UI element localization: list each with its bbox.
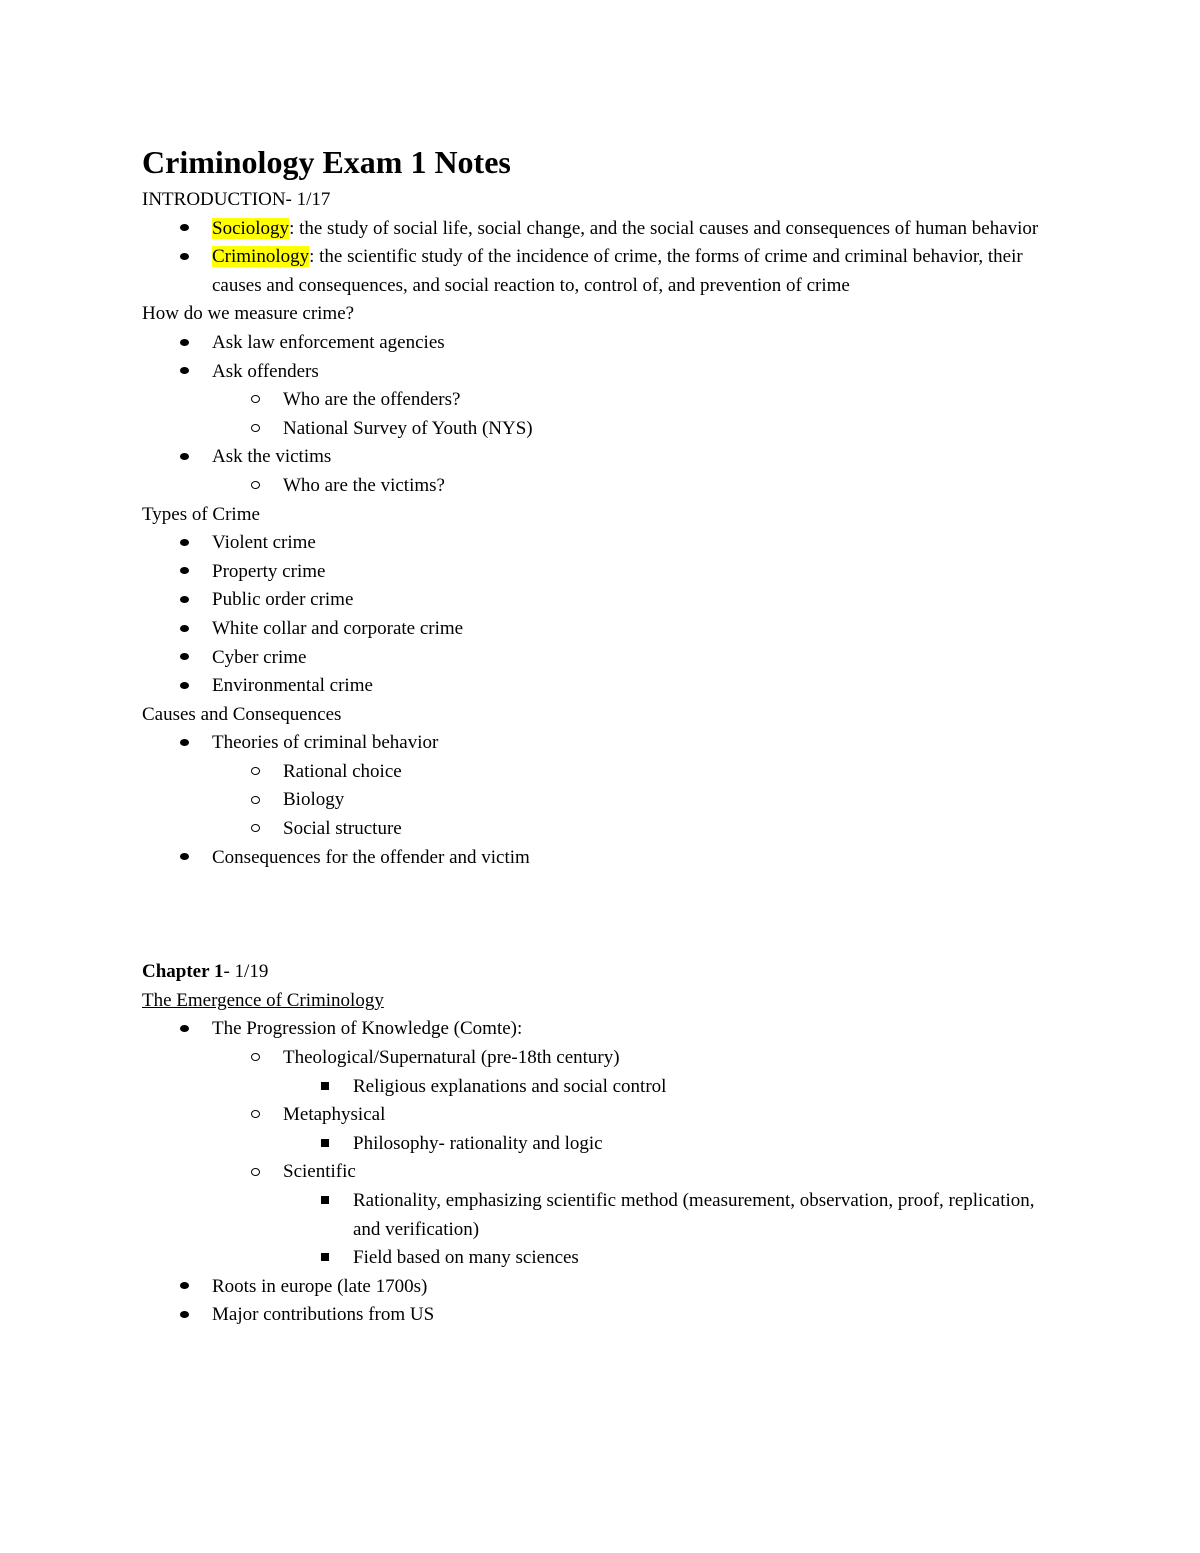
bullet-circle-icon	[245, 1101, 265, 1130]
list-item	[142, 1073, 1042, 1102]
definition-text: : the scientific study of the incidence of crime, the forms of crime and criminal behavior, their causes and consequences, and social reaction to, control of, and prevention of crime	[212, 246, 1023, 296]
list-item	[142, 1015, 1042, 1044]
list-item	[142, 1244, 1042, 1273]
list-item	[142, 329, 1042, 358]
list-item	[142, 1101, 1042, 1130]
list-item	[142, 1130, 1042, 1159]
highlighted-term: Sociology	[212, 217, 290, 239]
list-item-text: Field based on many sciences	[353, 1247, 579, 1269]
chapter-subheading: The Emergence of Criminology	[142, 989, 384, 1011]
list-item-text: Scientific	[283, 1161, 356, 1183]
list-item	[142, 586, 1042, 615]
chapter-heading	[142, 958, 1042, 987]
bullet-disc-icon	[174, 672, 194, 701]
list-item-text: Who are the victims?	[283, 474, 445, 496]
list-item-text: Religious explanations and social control	[353, 1075, 667, 1097]
bullet-circle-icon	[245, 472, 265, 501]
intro-heading: INTRODUCTION- 1/17	[142, 189, 331, 210]
list-item-text: White collar and corporate crime	[212, 617, 464, 639]
chapter-heading-date: - 1/19	[223, 961, 269, 983]
bullet-circle-icon	[245, 815, 265, 844]
list-item	[142, 844, 1042, 873]
list-item	[142, 358, 1042, 387]
list-item	[142, 786, 1042, 815]
highlighted-term: Criminology	[212, 246, 310, 268]
list-item	[142, 758, 1042, 787]
list-item-sociology	[142, 215, 1042, 244]
list-item-text: Ask the victims	[212, 446, 332, 468]
bullet-disc-icon	[174, 644, 194, 673]
list-item	[142, 1301, 1042, 1330]
bullet-disc-icon	[174, 586, 194, 615]
list-item	[142, 1187, 1042, 1244]
bullet-disc-icon	[174, 844, 194, 873]
bullet-disc-icon	[174, 1301, 194, 1330]
list-item-text: Biology	[283, 789, 345, 811]
bullet-disc-icon	[174, 1273, 194, 1302]
bullet-square-icon	[315, 1187, 335, 1216]
bullet-disc-icon	[174, 215, 194, 244]
list-item	[142, 1044, 1042, 1073]
list-item	[142, 615, 1042, 644]
list-item-text: Ask offenders	[212, 360, 319, 382]
document-title: Criminology Exam 1 Notes	[142, 144, 511, 180]
document-content	[142, 140, 1042, 1330]
list-item-text: Consequences for the offender and victim	[212, 846, 530, 868]
bullet-circle-icon	[245, 415, 265, 444]
bullet-disc-icon	[174, 558, 194, 587]
list-item-criminology	[142, 243, 1042, 300]
list-item-text: Social structure	[283, 818, 402, 840]
list-item-text: Violent crime	[212, 532, 316, 554]
list-item	[142, 1158, 1042, 1187]
list-item-text: Metaphysical	[283, 1104, 386, 1126]
bullet-circle-icon	[245, 1158, 265, 1187]
list-item-text: Philosophy- rationality and logic	[353, 1132, 603, 1154]
list-item	[142, 558, 1042, 587]
bullet-disc-icon	[174, 615, 194, 644]
list-item	[142, 1273, 1042, 1302]
bullet-circle-icon	[245, 786, 265, 815]
list-item-text: National Survey of Youth (NYS)	[283, 417, 533, 439]
list-item	[142, 729, 1042, 758]
list-item	[142, 672, 1042, 701]
list-item-text: The Progression of Knowledge (Comte):	[212, 1018, 523, 1040]
chapter-heading-bold: Chapter 1	[142, 961, 224, 983]
bullet-disc-icon	[174, 358, 194, 387]
list-item-text: Major contributions from US	[212, 1304, 435, 1326]
list-item-text: Theories of criminal behavior	[212, 732, 439, 754]
list-item-text: Roots in europe (late 1700s)	[212, 1275, 428, 1297]
bullet-disc-icon	[174, 529, 194, 558]
list-item-text: Rationality, emphasizing scientific method (measurement, observation, proof, replication, and verification)	[353, 1190, 1035, 1240]
list-item-text: Theological/Supernatural (pre-18th century)	[283, 1047, 620, 1069]
list-item-text: Public order crime	[212, 589, 354, 611]
bullet-circle-icon	[245, 386, 265, 415]
list-item	[142, 472, 1042, 501]
bullet-disc-icon	[174, 329, 194, 358]
list-item	[142, 443, 1042, 472]
spacer	[142, 872, 1042, 958]
bullet-disc-icon	[174, 443, 194, 472]
section-heading-causes: Causes and Consequences	[142, 703, 342, 725]
list-item-text: Ask law enforcement agencies	[212, 331, 445, 353]
list-item	[142, 529, 1042, 558]
bullet-circle-icon	[245, 1044, 265, 1073]
bullet-disc-icon	[174, 243, 194, 272]
section-heading-measure: How do we measure crime?	[142, 303, 355, 325]
definition-text: : the study of social life, social change, and the social causes and consequences of human behavior	[289, 217, 1039, 239]
list-item-text: Environmental crime	[212, 675, 373, 697]
bullet-circle-icon	[245, 758, 265, 787]
list-item	[142, 386, 1042, 415]
list-item	[142, 815, 1042, 844]
bullet-square-icon	[315, 1073, 335, 1102]
list-item	[142, 644, 1042, 673]
list-item-text: Who are the offenders?	[283, 389, 461, 411]
bullet-disc-icon	[174, 1015, 194, 1044]
bullet-disc-icon	[174, 729, 194, 758]
bullet-square-icon	[315, 1130, 335, 1159]
list-item	[142, 415, 1042, 444]
list-item-text: Property crime	[212, 560, 326, 582]
bullet-square-icon	[315, 1244, 335, 1273]
list-item-text: Rational choice	[283, 760, 402, 782]
section-heading-types: Types of Crime	[142, 503, 260, 525]
list-item-text: Cyber crime	[212, 646, 307, 668]
